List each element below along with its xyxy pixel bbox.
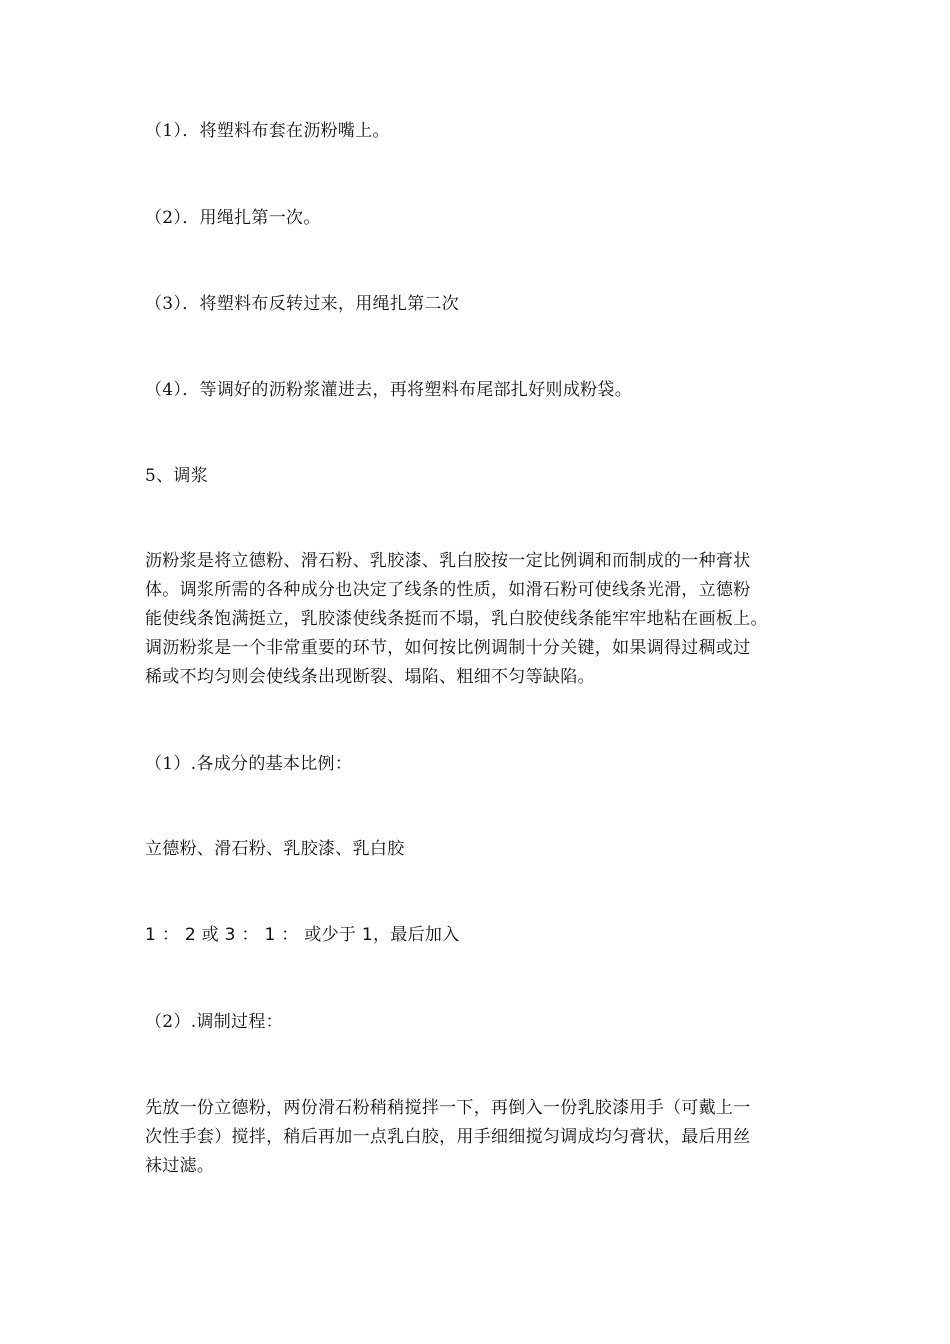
paragraph-line: 稀或不均匀则会使线条出现断裂、塌陷、粗细不匀等缺陷。 <box>145 667 595 687</box>
paragraph-line: 先放一份立德粉，两份滑石粉稍稍搅拌一下，再倒入一份乳胶漆用手（可戴上一 <box>145 1098 751 1118</box>
ratio-values: 1 ： 2 或 3 ： 1 ： 或少于 1，最后加入 <box>145 925 460 945</box>
paragraph-line: 调沥粉浆是一个非常重要的环节，如何按比例调制十分关键，如果调得过稠或过 <box>145 638 751 658</box>
paragraph-line: 次性手套）搅拌，稍后再加一点乳白胶，用手细细搅匀调成均匀膏状，最后用丝 <box>145 1127 751 1147</box>
paragraph-line: 沥粉浆是将立德粉、滑石粉、乳胶漆、乳白胶按一定比例调和而制成的一种膏状 <box>145 551 751 571</box>
process-heading: （2）.调制过程： <box>145 1012 283 1032</box>
ingredients-list: 立德粉、滑石粉、乳胶漆、乳白胶 <box>145 839 405 859</box>
step-2: （2）．用绳扎第一次。 <box>145 208 321 228</box>
step-4: （4）．等调好的沥粉浆灌进去，再将塑料布尾部扎好则成粉袋。 <box>145 380 633 400</box>
ratio-heading: （1）.各成分的基本比例： <box>145 754 353 774</box>
paragraph-line: 能使线条饱满挺立，乳胶漆使线条挺而不塌，乳白胶使线条能牢牢地粘在画板上。 <box>145 609 768 629</box>
paragraph-line: 体。调浆所需的各种成分也决定了线条的性质，如滑石粉可使线条光滑，立德粉 <box>145 580 751 600</box>
intro-paragraph <box>145 547 815 692</box>
section-heading: 5、调浆 <box>145 466 209 486</box>
process-paragraph <box>145 1094 815 1181</box>
paragraph-line: 袜过滤。 <box>145 1156 215 1176</box>
step-3: （3）．将塑料布反转过来，用绳扎第二次 <box>145 294 460 314</box>
step-1: （1）．将塑料布套在沥粉嘴上。 <box>145 121 390 141</box>
